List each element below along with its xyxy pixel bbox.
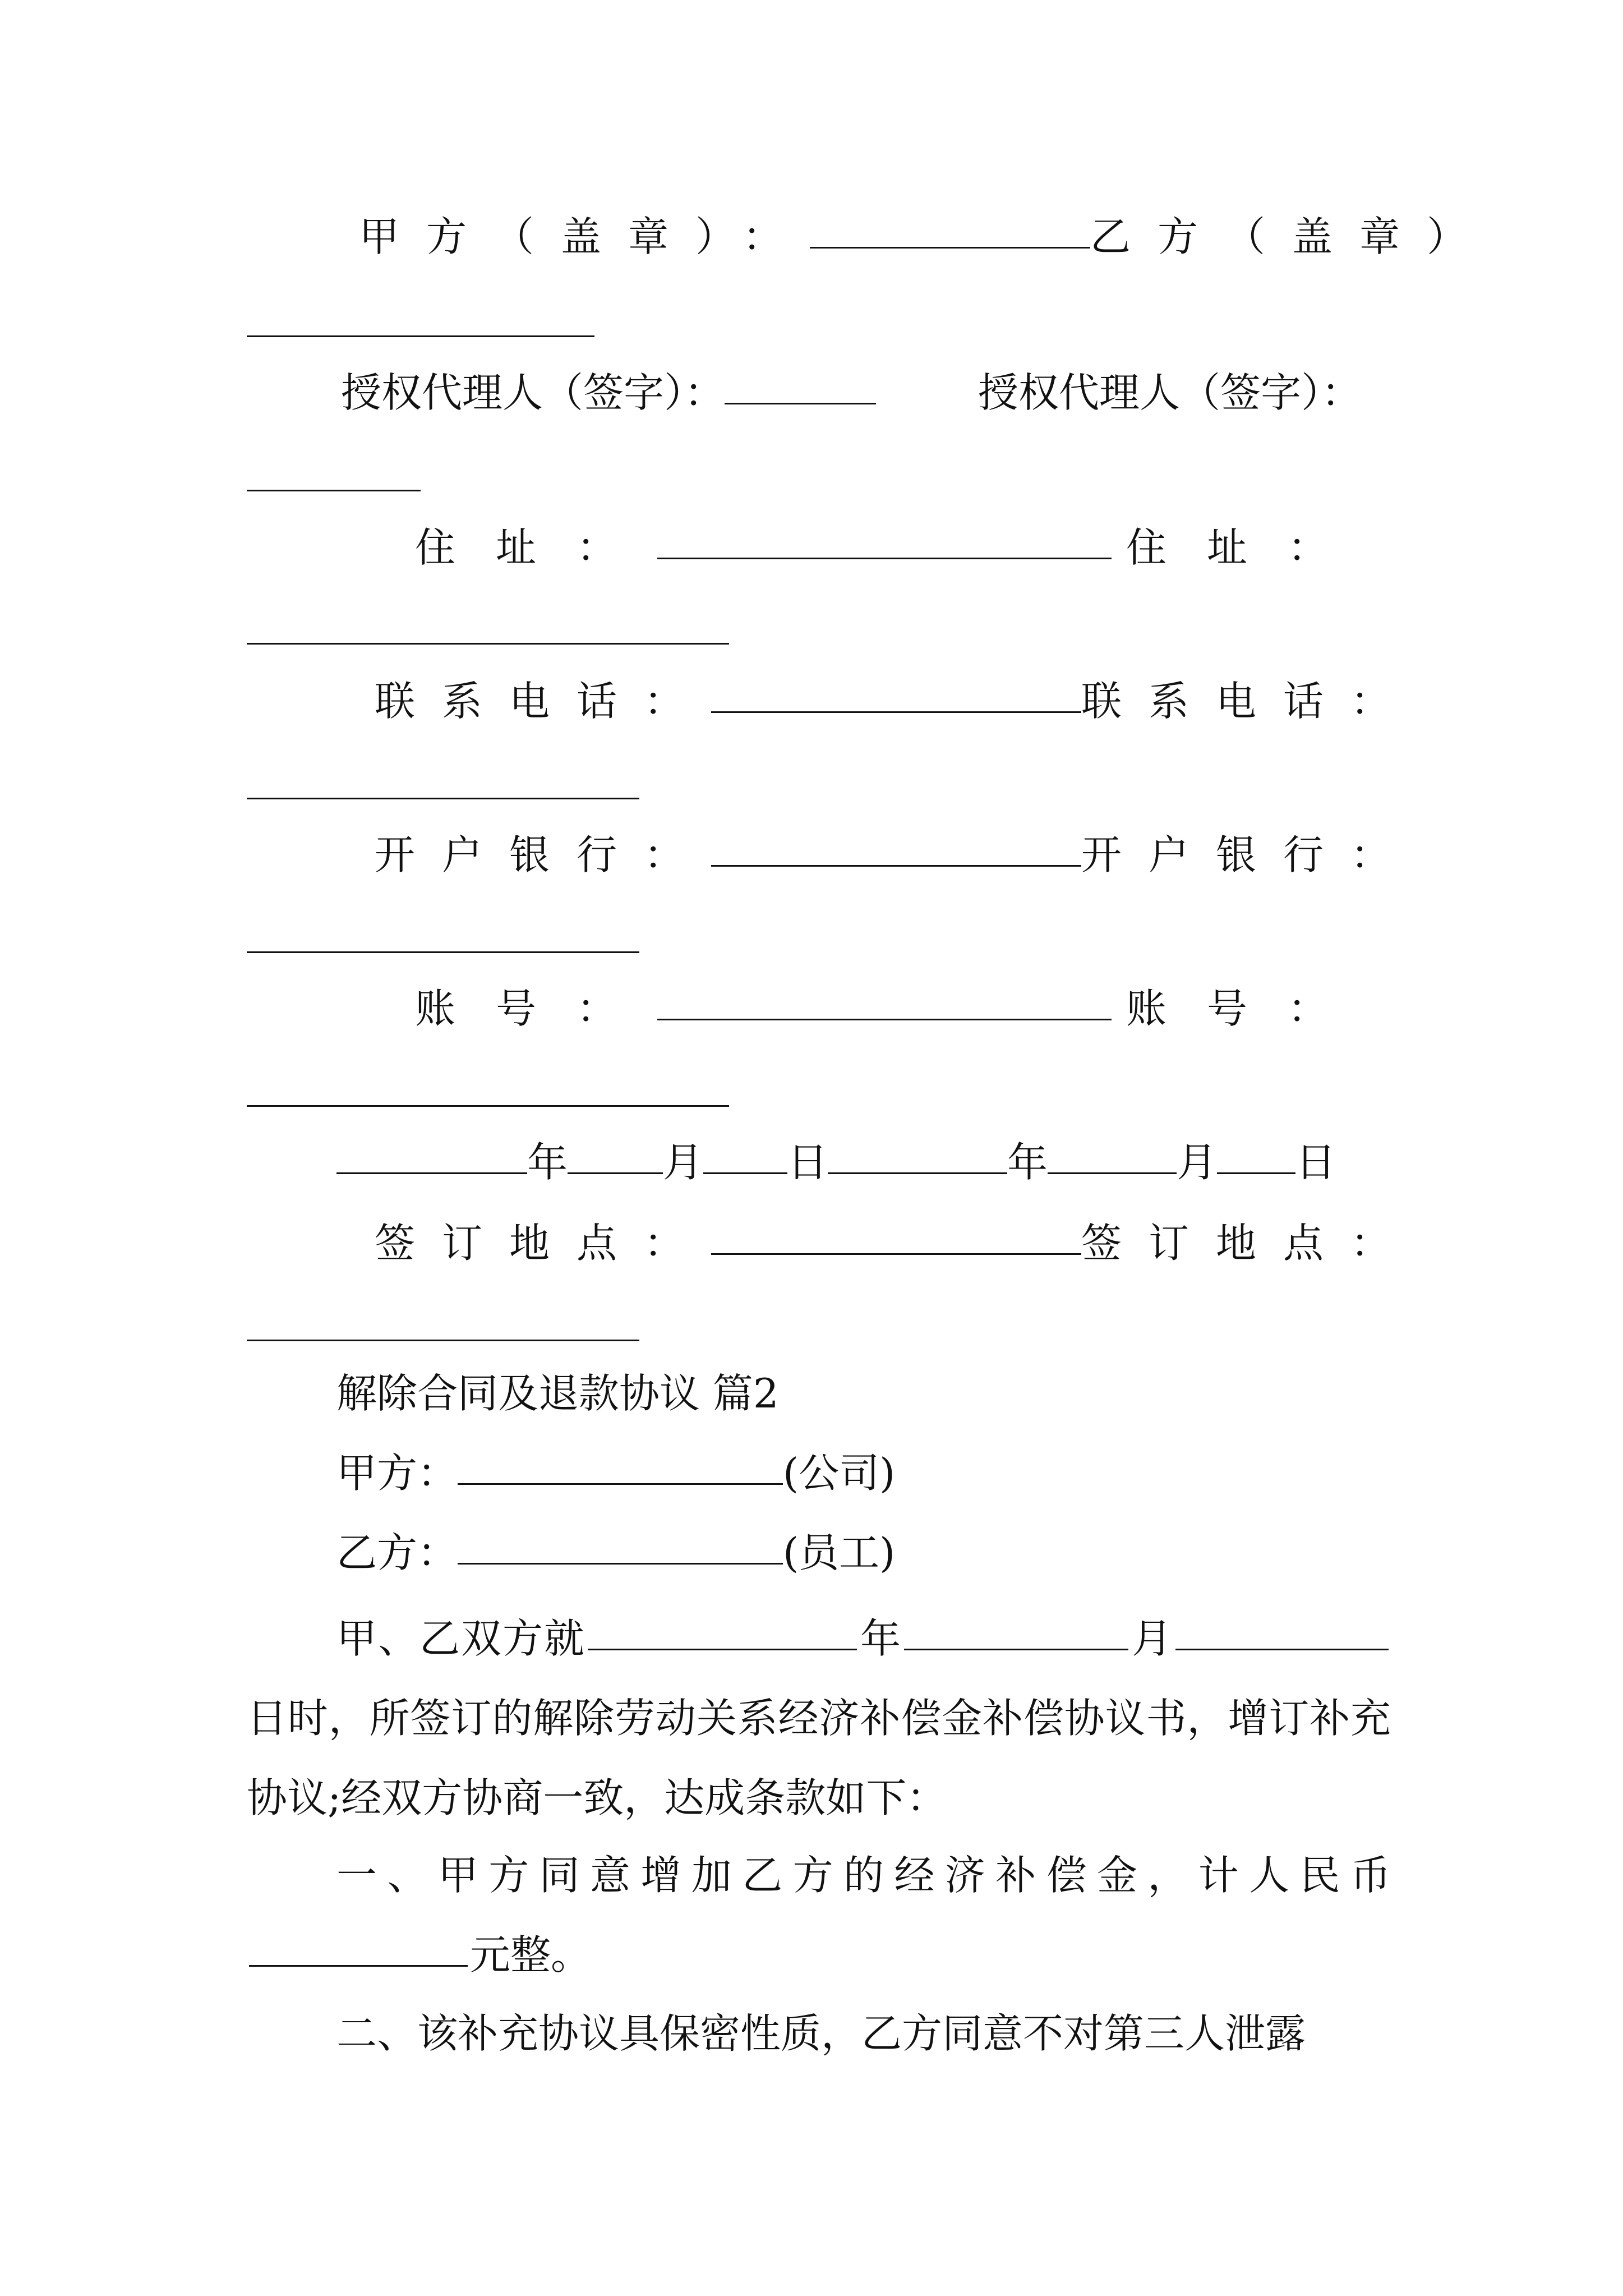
agent-b-blank[interactable] bbox=[247, 490, 421, 491]
date-row bbox=[336, 1129, 1380, 1196]
date-a-day-label: 日 bbox=[787, 1139, 828, 1186]
party-b-blank[interactable] bbox=[458, 1563, 783, 1565]
place-b-blank[interactable] bbox=[247, 1340, 639, 1341]
clause-1 bbox=[247, 1835, 1391, 1995]
date-b-year-label: 年 bbox=[1007, 1139, 1048, 1186]
account-b-label: 账号： bbox=[1126, 985, 1368, 1032]
bank-b-label: 开户银行： bbox=[1081, 831, 1418, 878]
date-a-month-blank[interactable] bbox=[568, 1172, 663, 1174]
clause-1-amount-blank[interactable] bbox=[249, 1965, 468, 1967]
date-b-day-label: 日 bbox=[1295, 1139, 1336, 1186]
bank-b-blank[interactable] bbox=[247, 951, 639, 953]
address-a-label: 住址： bbox=[415, 524, 658, 571]
account-row bbox=[415, 975, 1368, 1042]
party-b-suffix: (员工) bbox=[783, 1529, 896, 1576]
intro-day-blank[interactable] bbox=[1175, 1649, 1389, 1650]
agent-a-blank[interactable] bbox=[725, 403, 876, 404]
section-title: 解除合同及退款协议 篇2 bbox=[336, 1370, 779, 1417]
party-b-seal-label: 乙方（盖章） bbox=[1090, 213, 1495, 260]
intro-prefix: 甲、乙双方就 bbox=[336, 1615, 585, 1662]
date-a-year-label: 年 bbox=[527, 1139, 568, 1186]
intro-paragraph bbox=[247, 1599, 1391, 1838]
date-b-year-blank[interactable] bbox=[828, 1172, 1007, 1174]
clause-2 bbox=[247, 1994, 1391, 2073]
party-b-line bbox=[336, 1519, 1391, 1586]
party-b-seal-blank[interactable] bbox=[247, 335, 594, 337]
account-b-blank[interactable] bbox=[247, 1105, 729, 1107]
bank-a-label: 开户银行： bbox=[375, 831, 712, 878]
seal-row bbox=[359, 203, 1495, 270]
phone-row bbox=[375, 668, 1418, 735]
intro-rest: 日时，所签订的解除劳动关系经济补偿金补偿协议书，增订补充协议;经双方协商一致，达成条款如下： bbox=[247, 1695, 1391, 1821]
party-a-line bbox=[336, 1439, 1391, 1507]
bank-a-blank[interactable] bbox=[711, 865, 1081, 867]
party-a-seal-label: 甲方（盖章）： bbox=[359, 213, 810, 260]
clause-1-suffix: 元整。 bbox=[470, 1931, 592, 1978]
address-b-label: 住址： bbox=[1126, 524, 1368, 571]
phone-a-blank[interactable] bbox=[711, 711, 1081, 713]
intro-month-blank[interactable] bbox=[904, 1649, 1128, 1650]
place-b-label: 签订地点： bbox=[1081, 1220, 1418, 1267]
party-a-label: 甲方： bbox=[336, 1450, 458, 1497]
date-a-year-blank[interactable] bbox=[336, 1172, 527, 1174]
account-a-blank[interactable] bbox=[657, 1019, 1112, 1020]
party-a-suffix: (公司) bbox=[783, 1450, 896, 1497]
address-row bbox=[415, 514, 1368, 581]
date-a-day-blank[interactable] bbox=[703, 1172, 787, 1174]
phone-b-blank[interactable] bbox=[247, 798, 639, 799]
agent-a-label: 授权代理人（签字）： bbox=[341, 369, 725, 416]
bank-row bbox=[375, 821, 1418, 889]
phone-a-label: 联系电话： bbox=[375, 678, 712, 725]
place-row bbox=[375, 1209, 1418, 1277]
account-a-label: 账号： bbox=[415, 985, 658, 1032]
party-a-blank[interactable] bbox=[458, 1483, 783, 1485]
address-b-blank[interactable] bbox=[247, 643, 729, 645]
date-b-day-blank[interactable] bbox=[1217, 1172, 1295, 1174]
place-a-label: 签订地点： bbox=[375, 1220, 712, 1267]
intro-month-label: 月 bbox=[1130, 1615, 1173, 1662]
clause-2-text: 二、该补充协议具保密性质，乙方同意不对第三人泄露 bbox=[336, 2010, 1306, 2057]
agent-row bbox=[341, 359, 1362, 426]
date-a-month-label: 月 bbox=[663, 1139, 704, 1186]
intro-year-blank[interactable] bbox=[588, 1649, 857, 1650]
phone-b-label: 联系电话： bbox=[1081, 678, 1418, 725]
intro-year-label: 年 bbox=[859, 1615, 902, 1662]
party-a-seal-blank[interactable] bbox=[810, 247, 1090, 249]
clause-1-text: 一、甲方同意增加乙方的经济补偿金，计人民币 bbox=[336, 1852, 1391, 1899]
party-b-label: 乙方： bbox=[336, 1529, 458, 1576]
address-a-blank[interactable] bbox=[657, 558, 1112, 559]
agent-b-label: 授权代理人（签字）： bbox=[978, 369, 1362, 416]
place-a-blank[interactable] bbox=[711, 1253, 1081, 1255]
date-b-month-label: 月 bbox=[1177, 1139, 1218, 1186]
date-b-month-blank[interactable] bbox=[1048, 1172, 1177, 1174]
